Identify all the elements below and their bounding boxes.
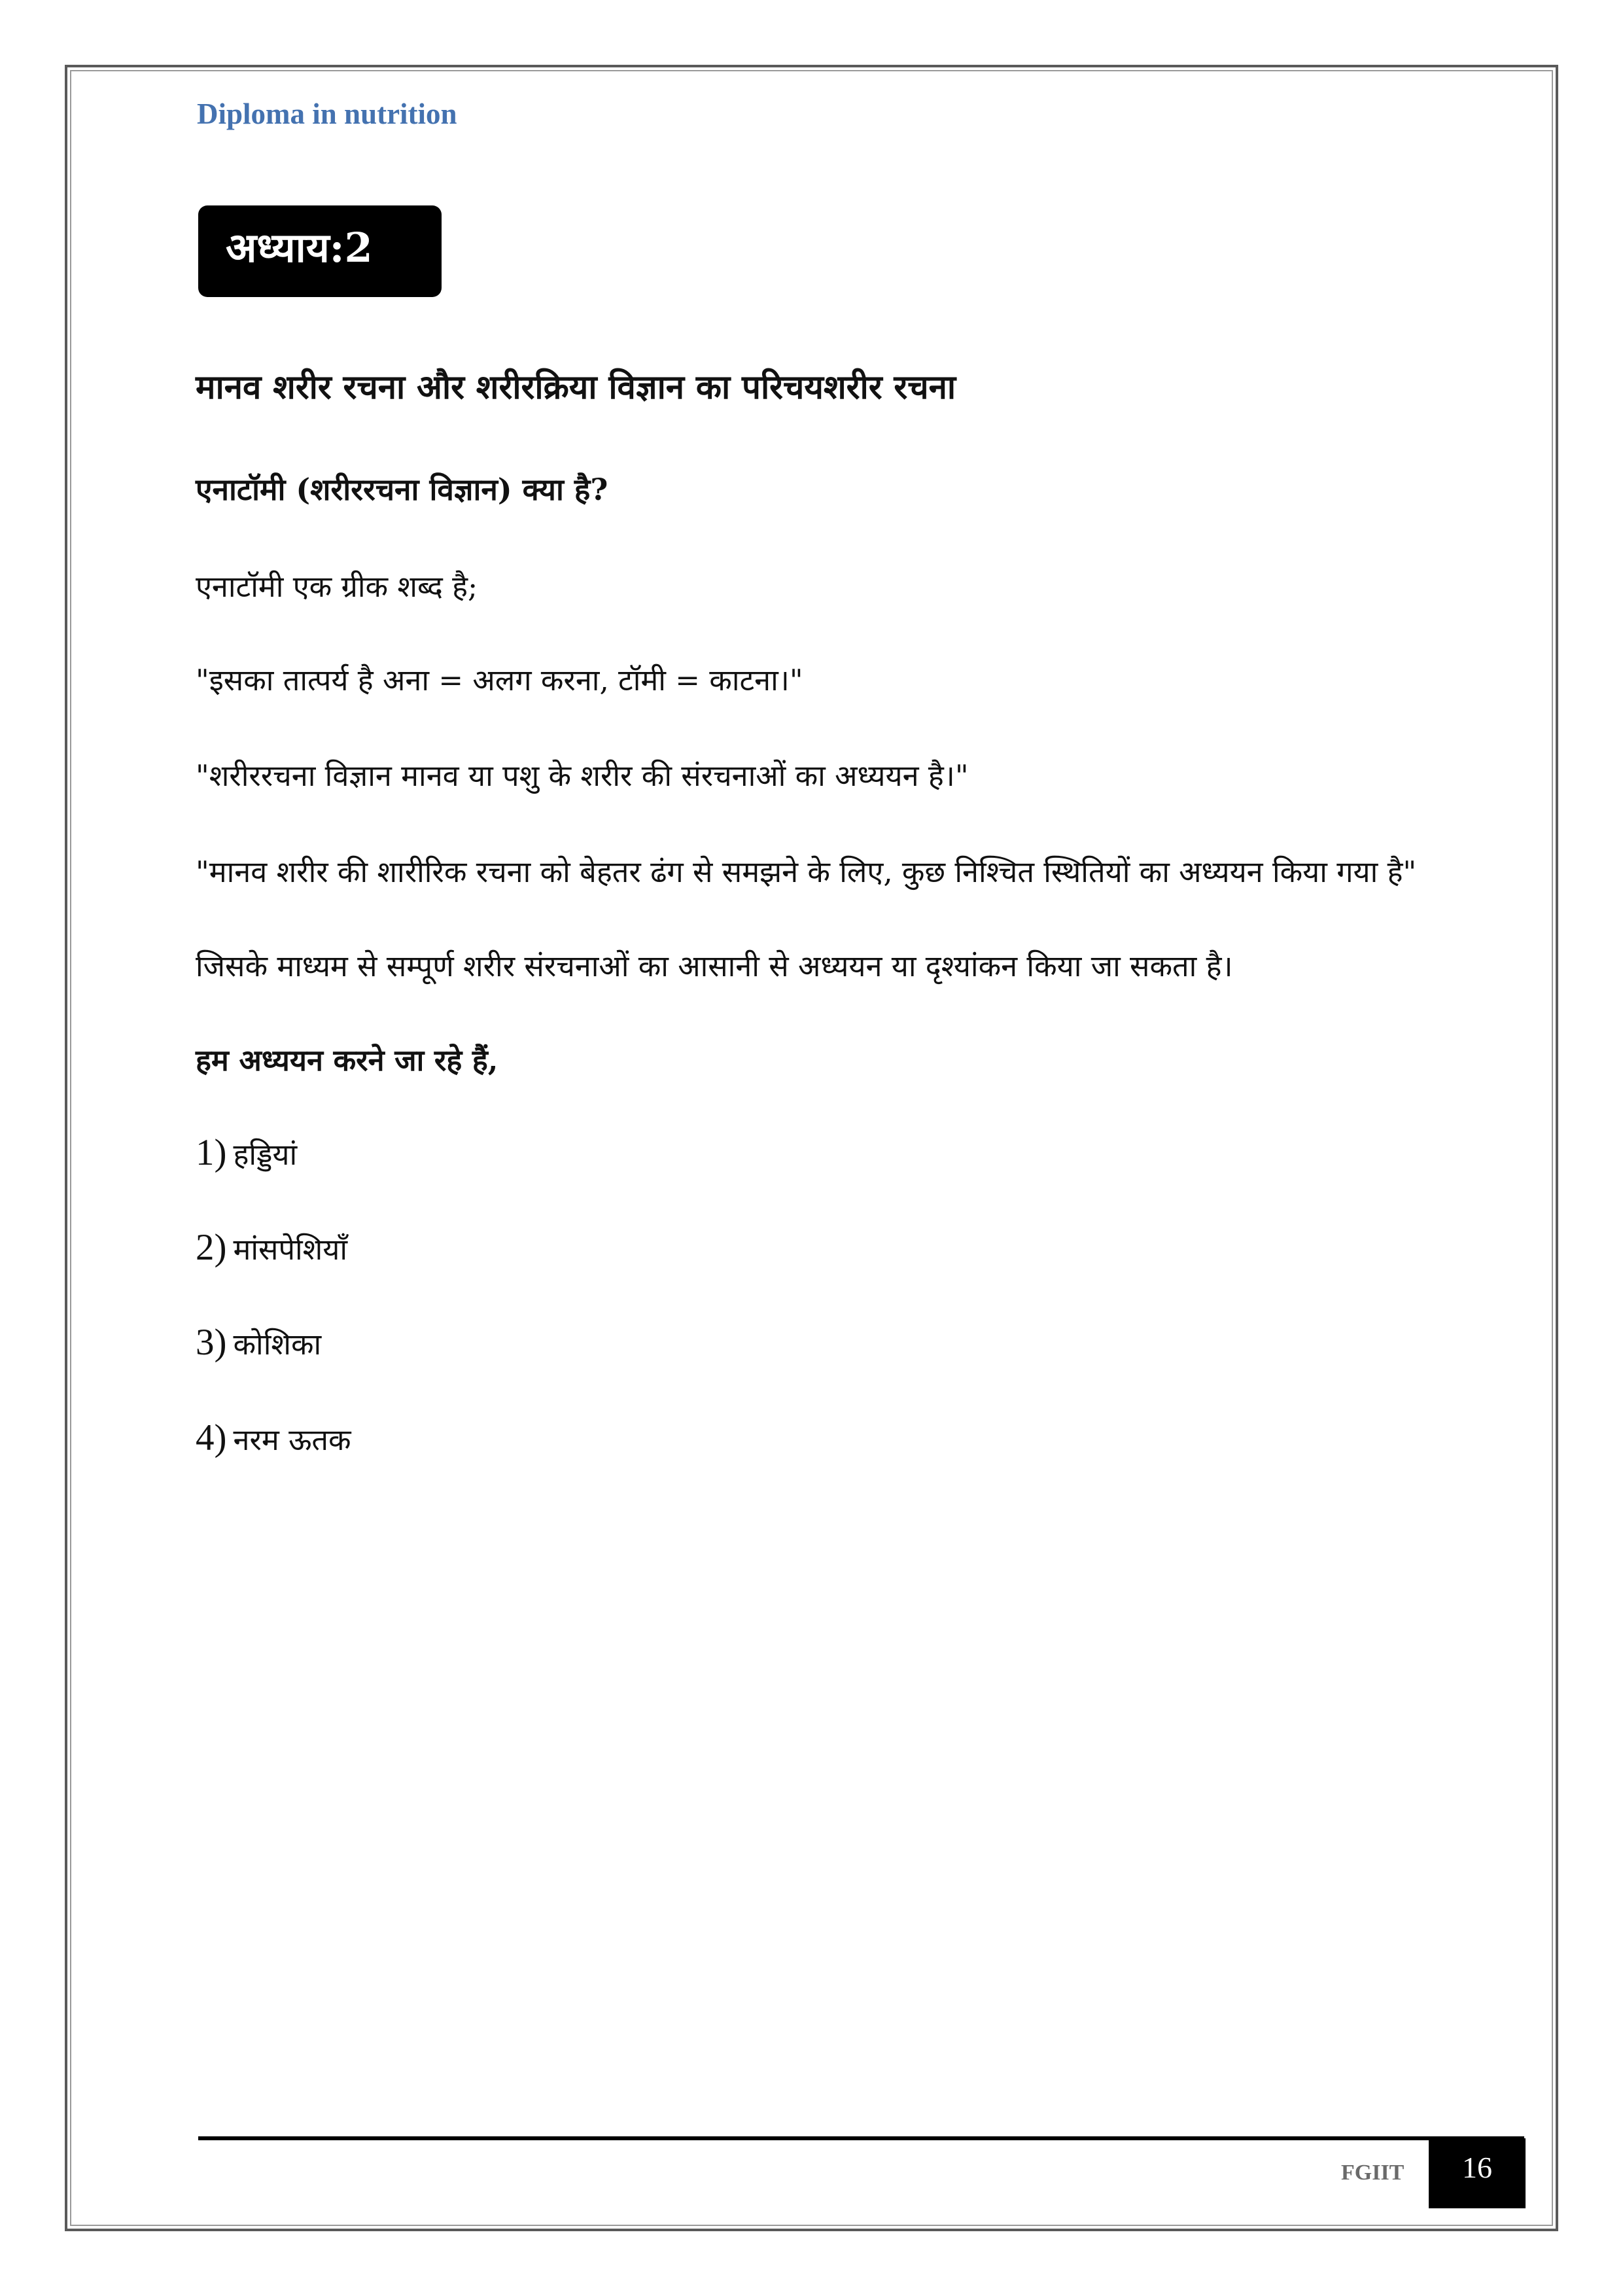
- list-item: [196, 1131, 297, 1175]
- list-item-text: मांसपेशियाँ: [233, 1232, 348, 1267]
- list-item-text: कोशिका: [233, 1327, 322, 1362]
- page-number-badge: [1429, 2138, 1526, 2208]
- paragraph: "इसका तात्पर्य है अना = अलग करना, टॉमी = काटना।": [196, 663, 803, 698]
- list-item-text: नरम ऊतक: [233, 1422, 351, 1457]
- chapter-badge: [198, 205, 442, 297]
- paragraph: जिसके माध्यम से सम्पूर्ण शरीर संरचनाओं का आसानी से अध्ययन या दृश्यांकन किया जा सकता है।: [196, 949, 1233, 983]
- sub-heading: एनाटॉमी (शरीररचना विज्ञान) क्या है?: [196, 472, 608, 507]
- footer-org: FGIIT: [1341, 2161, 1405, 2185]
- list-item: [196, 1320, 321, 1365]
- list-item: [196, 1416, 351, 1460]
- paragraph: "शरीररचना विज्ञान मानव या पशु के शरीर की संरचनाओं का अध्ययन है।": [196, 758, 969, 793]
- list-item-text: हड्डियां: [233, 1137, 298, 1172]
- list-item: [196, 1226, 347, 1270]
- page-number: 16: [1462, 2151, 1492, 2184]
- paragraph: "मानव शरीर की शारीरिक रचना को बेहतर ढंग से समझने के लिए, कुछ निश्चित स्थितियों का अध्ययन किया गया है": [196, 855, 1417, 889]
- list-item-number: 3): [196, 1322, 227, 1363]
- paragraph: एनाटॉमी एक ग्रीक शब्द है;: [196, 569, 478, 604]
- header-title: Diploma in nutrition: [197, 97, 457, 130]
- study-intro: हम अध्ययन करने जा रहे हैं,: [196, 1043, 498, 1078]
- list-item-number: 4): [196, 1417, 227, 1458]
- chapter-label: अध्याय:2: [226, 224, 373, 272]
- main-heading: मानव शरीर रचना और शरीरक्रिया विज्ञान का परिचयशरीर रचना: [196, 368, 956, 407]
- footer-rule: [198, 2136, 1524, 2140]
- list-item-number: 2): [196, 1227, 227, 1268]
- list-item-number: 1): [196, 1132, 227, 1173]
